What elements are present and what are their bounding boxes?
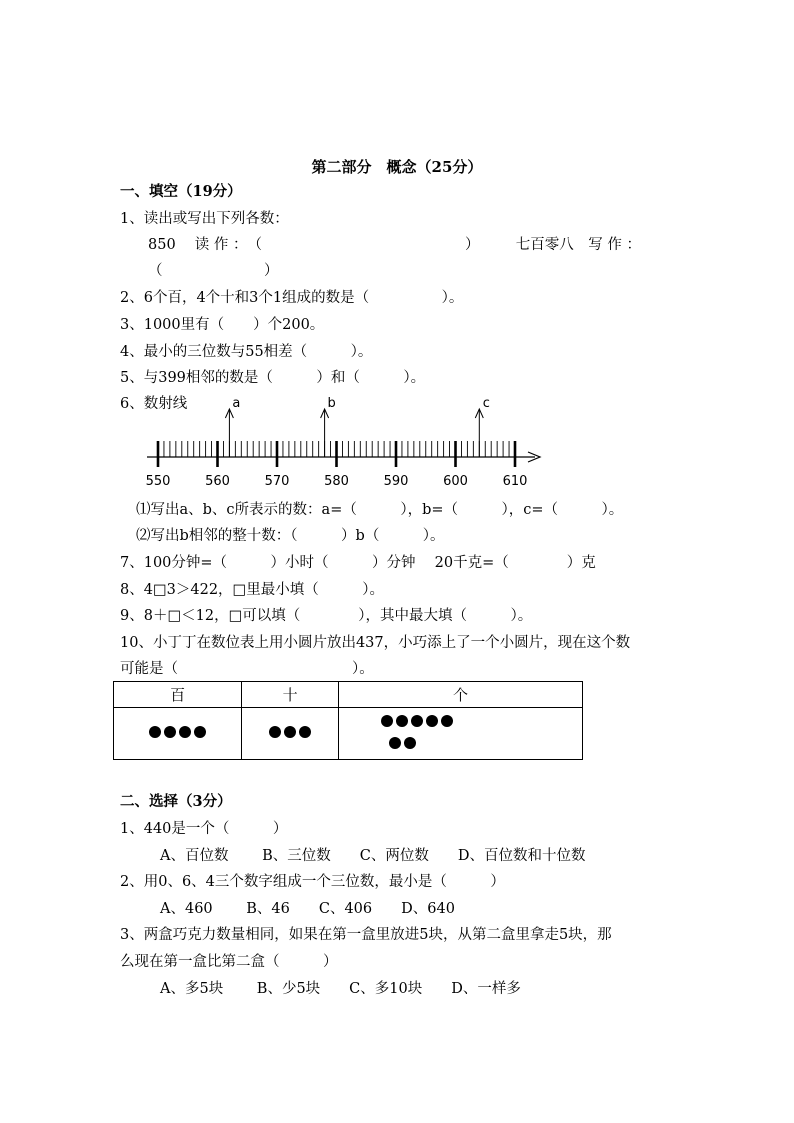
- marker-label: b: [327, 396, 336, 411]
- page-title: 第二部分 概念（25分）: [311, 158, 483, 176]
- counter-dot: [194, 726, 206, 738]
- question-2: 2、6个百，4个十和3个1组成的数是（ ）。: [120, 290, 464, 306]
- tick-label: 560: [205, 474, 230, 489]
- question-1-line2: （ ）: [148, 263, 279, 279]
- tick-label: 580: [324, 474, 349, 489]
- counters-hundreds: [114, 708, 242, 760]
- choice-question-1: 1、440是一个（ ）: [120, 821, 288, 837]
- question-5: 5、与399相邻的数是（ ）和（ ）。: [120, 370, 426, 386]
- question-6-part1: ⑴写出a、b、c所表示的数：a=（ ），b=（ ），c=（ ）。: [136, 502, 624, 518]
- choice-question-2: 2、用0、6、4三个数字组成一个三位数，最小是（ ）: [120, 874, 505, 890]
- counter-dot: [299, 726, 311, 738]
- counter-dot: [389, 737, 401, 749]
- question-6-part2: ⑵写出b相邻的整十数：（ ）b（ ）。: [136, 528, 445, 544]
- choice-question-3-line2: 么现在第一盒比第二盒（ ）: [120, 954, 338, 970]
- header-hundreds: 百: [114, 682, 242, 708]
- counters-tens: [242, 708, 339, 760]
- counters-ones: [339, 708, 583, 760]
- choice-question-3-line1: 3、两盒巧克力数量相同，如果在第一盒里放进5块，从第二盒里拿走5块，那: [120, 927, 612, 943]
- section1-heading: 一、填空（19分）: [120, 183, 242, 200]
- counter-dot: [179, 726, 191, 738]
- question-10-line1: 10、小丁丁在数位表上用小圆片放出437，小巧添上了一个小圆片，现在这个数: [120, 635, 631, 651]
- marker-label: c: [482, 396, 490, 411]
- question-1-line1: 850 读 作 ： （ ） 七百零八 写 作 ：: [148, 237, 641, 253]
- choice-question-2-options: A、460 B、46 C、406 D、640: [160, 901, 455, 917]
- question-8: 8、4□3＞422，□里最小填（ ）。: [120, 582, 385, 598]
- question-3: 3、1000里有（ ）个200。: [120, 317, 325, 333]
- choice-question-1-options: A、百位数 B、三位数 C、两位数 D、百位数和十位数: [160, 848, 586, 864]
- counter-dot: [404, 737, 416, 749]
- tick-label: 570: [264, 474, 290, 489]
- counter-group: [339, 737, 582, 753]
- counter-dot: [164, 726, 176, 738]
- counter-dot: [149, 726, 161, 738]
- counter-dot: [411, 715, 423, 727]
- question-9: 9、8＋□＜12，□可以填（ ），其中最大填（ ）。: [120, 608, 533, 624]
- counter-group: [339, 715, 582, 731]
- counter-dot: [269, 726, 281, 738]
- tick-label: 590: [383, 474, 409, 489]
- place-value-table: [113, 681, 583, 760]
- header-ones: 个: [339, 682, 583, 708]
- question-6: 6、数射线: [120, 396, 188, 412]
- question-4: 4、最小的三位数与55相差（ ）。: [120, 344, 373, 360]
- question-7: 7、100分钟=（ ）小时（ ）分钟 20千克=（ ）克: [120, 555, 596, 571]
- counter-group: [242, 726, 338, 742]
- tick-label: 600: [443, 474, 468, 489]
- counter-dot: [284, 726, 296, 738]
- header-tens: 十: [242, 682, 339, 708]
- counter-dot: [396, 715, 408, 727]
- counter-dot: [381, 715, 393, 727]
- tick-label: 550: [145, 474, 171, 489]
- counter-group: [114, 726, 241, 742]
- marker-label: a: [232, 396, 241, 411]
- number-line: [0, 0, 794, 500]
- counter-dot: [441, 715, 453, 727]
- question-10-line2: 可能是（ ）。: [120, 661, 374, 677]
- tick-label: 610: [502, 474, 528, 489]
- question-1: 1、读出或写出下列各数：: [120, 211, 289, 227]
- choice-question-3-options: A、多5块 B、少5块 C、多10块 D、一样多: [160, 981, 521, 997]
- section2-heading: 二、选择（3分）: [120, 793, 232, 810]
- counter-dot: [426, 715, 438, 727]
